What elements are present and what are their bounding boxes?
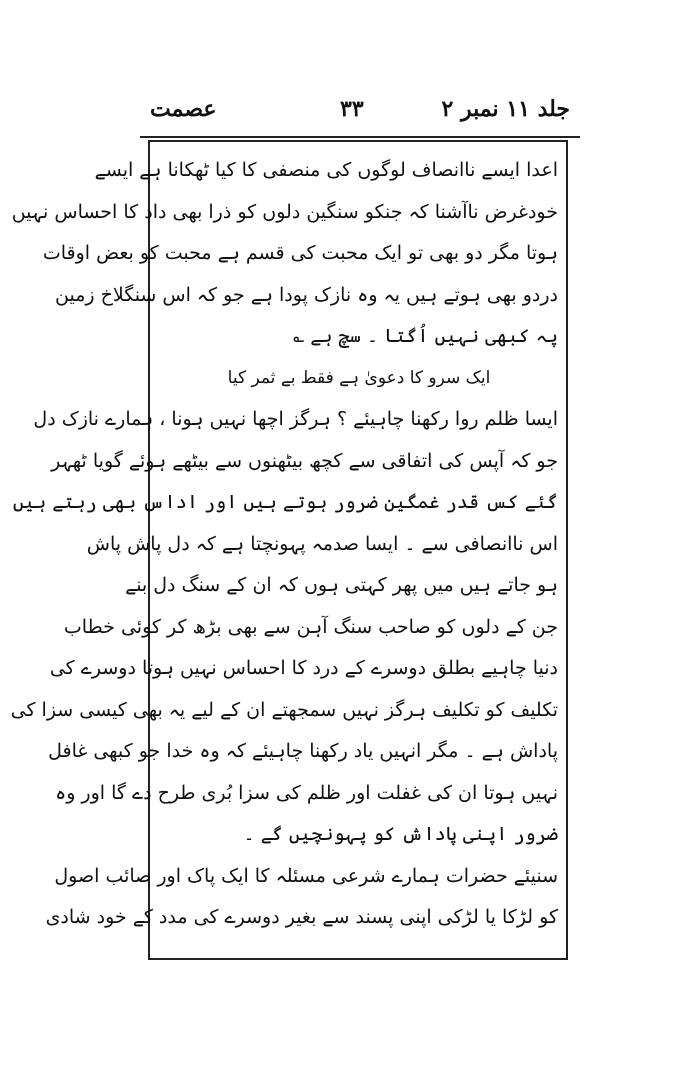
magazine-title: عصمت — [150, 96, 217, 122]
text-line: جو کہ آپس کی اتفاقی سے کچھ بیٹھنوں سے بیٹھے ہوئے گویا ٹھہر — [51, 449, 558, 472]
text-line: ایسا ظلم روا رکھنا چاہیئے ؟ ہرگز اچھا نہیں ہونا ، ہمارے نازک دل — [33, 408, 558, 430]
text-line: سنیئے حضرات ہمارے شرعی مسئلہ کا ایک پاک اور صائب اصول — [54, 864, 558, 887]
text-line: تکلیف کو تکلیف ہرگز نہیں سمجھتے ان کے لیے یہ بھی کیسی سزا کی — [10, 698, 558, 721]
text-line: خودغرض ناآشنا کہ جنکو سنگین دلوں کو ذرا بھی داد کا احساس نہیں — [11, 200, 558, 223]
text-line: دردو بھی ہوتے ہیں یہ وہ نازک پودا ہے جو کہ اس سنگلاخ زمین — [55, 283, 558, 306]
page-header — [150, 96, 570, 132]
text-line: ہوتا مگر دو بھی تو ایک محبت کی قسم ہے محبت کو بعض اوقات — [42, 242, 558, 264]
text-line: پہ کبھی نہیں اُگتا ۔ سچ ہے ؎ — [293, 325, 558, 347]
text-line: دنیا چاہیے بطلق دوسرے کے درد کا احساس نہیں ہوتا دوسرے کی — [49, 657, 558, 679]
text-line: اعدا ایسے ناانصاف لوگوں کی منصفی کا کیا ٹھکانا ہے ایسے — [94, 159, 558, 181]
header-divider — [140, 136, 580, 138]
text-line: کو لڑکا یا لڑکی اپنی پسند سے بغیر دوسرے کی مدد کے خود شادی — [45, 906, 558, 928]
volume-issue-label: جلد ۱۱ نمبر ۲ — [441, 96, 570, 122]
page-number: ۳۳ — [340, 96, 364, 122]
text-line: ضرور اپنی پاداش کو پہونچیں گے ۔ — [243, 823, 558, 845]
text-line: اس ناانصافی سے ۔ ایسا صدمہ پہونچتا ہے کہ دل پاش پاش — [86, 532, 558, 555]
text-line: جن کے دلوں کو صاحب سنگ آہن سے بھی بڑھ کر کوئی خطاب — [63, 615, 558, 638]
text-line: گئے کس قدر غمگین ضرور ہوتے ہیں اور اداس بھی رہتے ہیں — [12, 491, 558, 513]
body-text — [10, 150, 558, 939]
verse-line: ایک سرو کا دعویٰ ہے فقط بے ثمر کیا — [227, 367, 491, 388]
text-line: پاداش ہے ۔ مگر انہیں یاد رکھنا چاہیئے کہ وہ خدا جو کبھی غافل — [48, 740, 558, 762]
text-line: نہیں ہوتا ان کی غفلت اور ظلم کی سزا بُری طرح دے گا اور وہ — [55, 781, 558, 804]
text-line: ہو جاتے ہیں میں پھر کہتی ہوں کہ ان کے سنگ دل بنے — [125, 574, 558, 596]
